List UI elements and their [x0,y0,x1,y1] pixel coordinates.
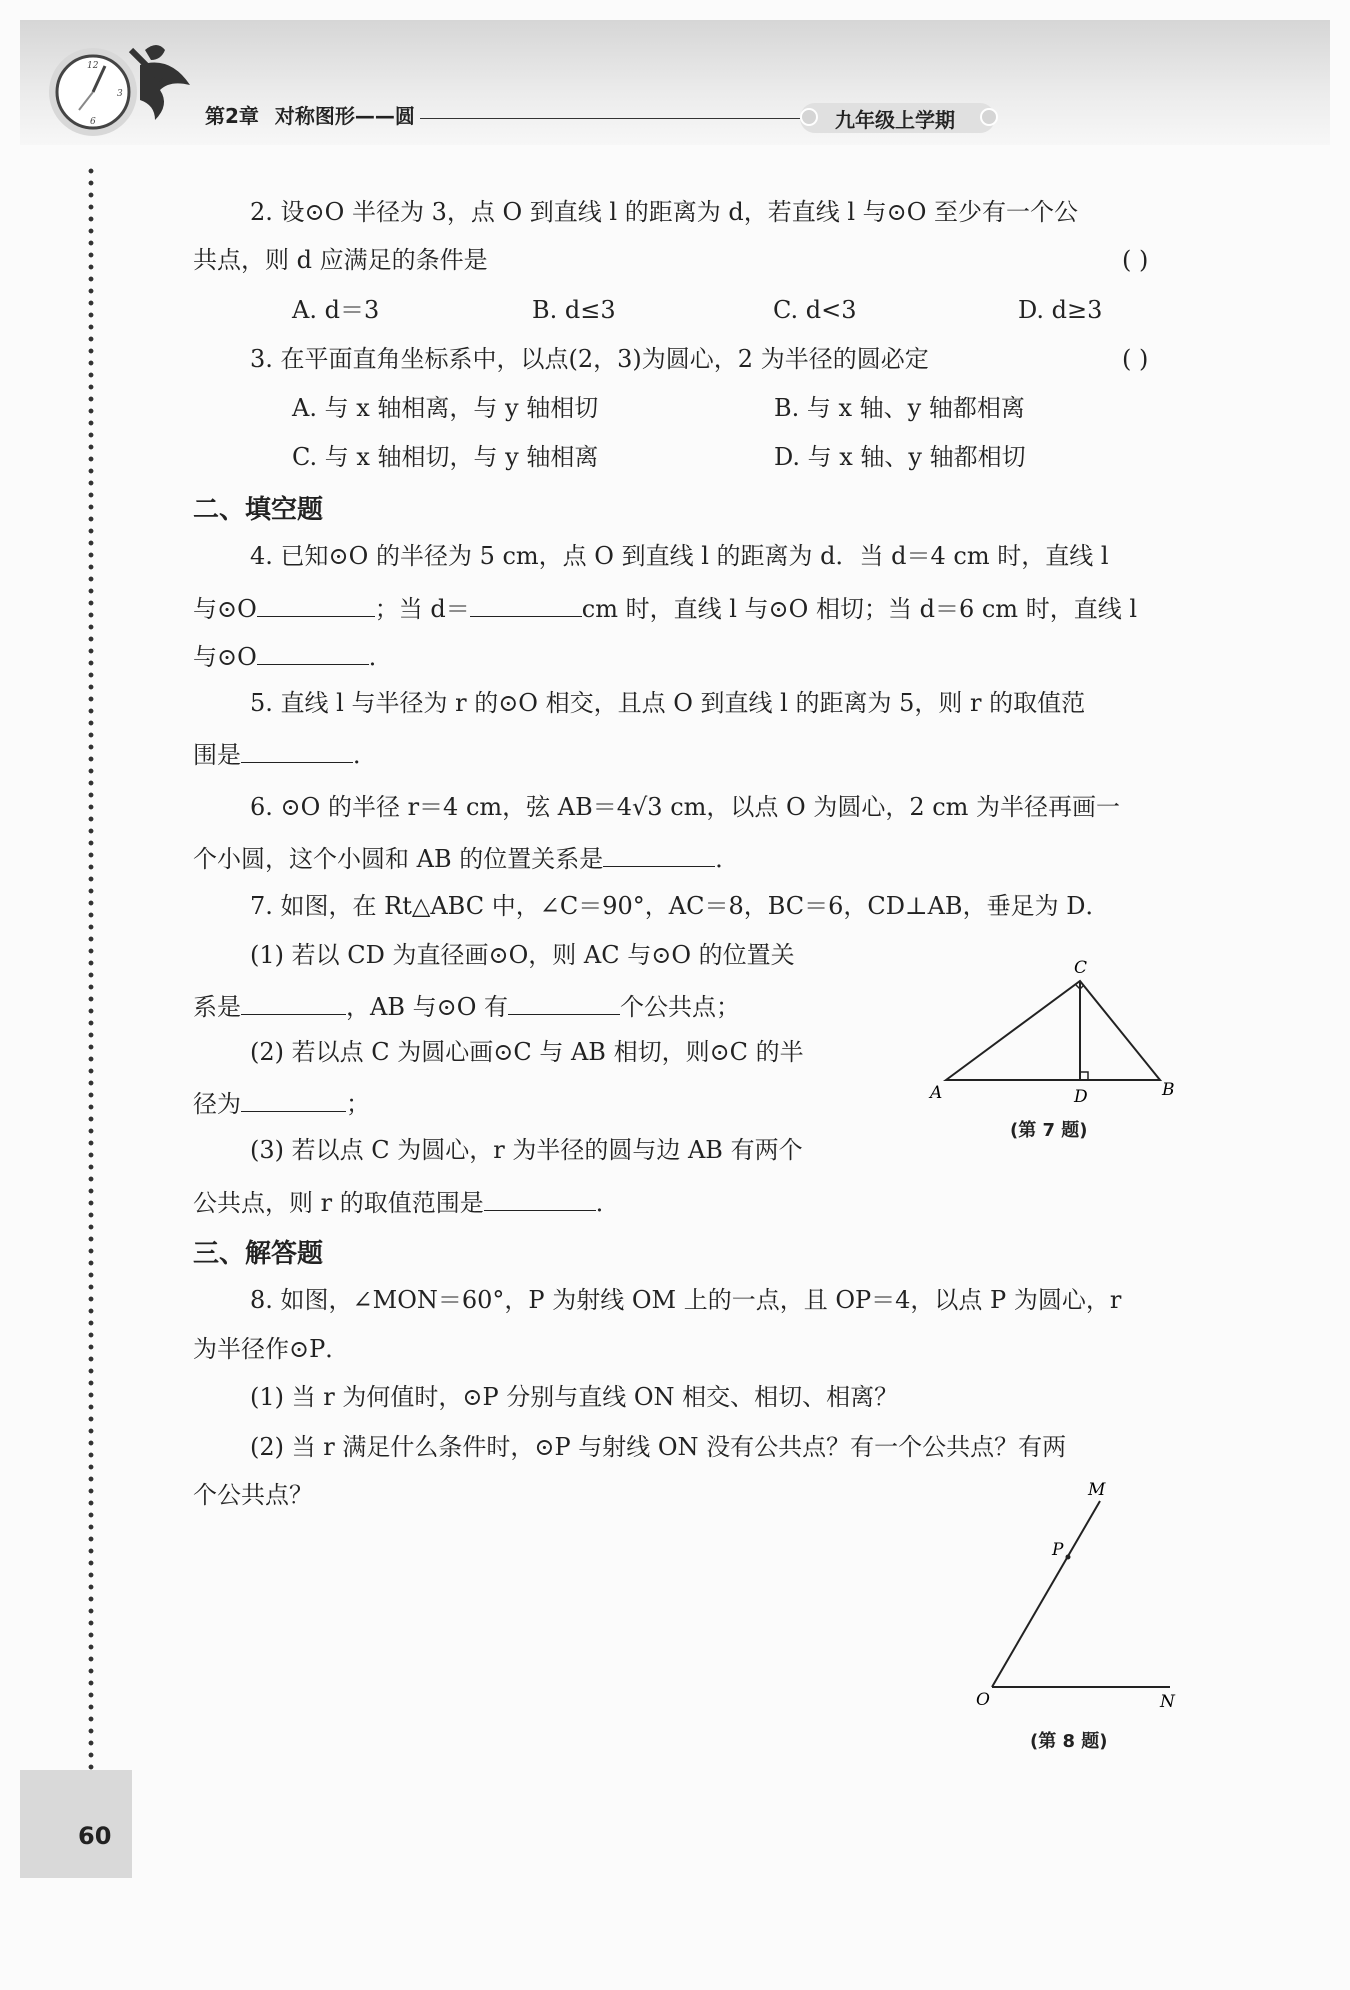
q7-text: ． [595,1189,620,1217]
q4-line2 [193,590,1137,625]
q2-option-d: D. d≥3 [1018,296,1103,324]
q7-text: 个公共点； [620,993,741,1021]
q7-text: ，AB 与⊙O 有 [346,993,509,1021]
label-m: M [1088,1480,1106,1500]
q5-blank [241,736,353,763]
q8-part2-line1: (2) 当 r 满足什么条件时，⊙P 与射线 ON 没有公共点？有一个公共点？有两 [250,1433,1067,1461]
q2-answer-paren: ( ) [1122,246,1149,274]
q4-blank-1 [257,590,375,617]
q4-text: ；当 d＝ [374,595,470,623]
label-b: B [1162,1080,1175,1100]
q4-blank-3 [257,638,369,665]
q3-option-b: B. 与 x 轴、y 轴都相离 [774,394,1025,422]
section-fill-heading: 二、填空题 [193,495,324,525]
decor-dot-icon [800,108,818,126]
q8-part2-line2: 个公共点？ [193,1481,313,1509]
q6-text: ． [715,845,740,873]
q6-line2 [193,840,739,875]
chapter-number: 第2章 [205,104,259,128]
q7-part2-line2 [193,1085,370,1120]
figure-7-caption: (第 7 题) [1010,1120,1088,1141]
q8-part1: (1) 当 r 为何值时，⊙P 分别与直线 ON 相交、相切、相离？ [250,1383,899,1411]
q4-blank-2 [470,590,582,617]
q4-text: 与⊙O [193,643,257,671]
chapter-heading [205,100,415,129]
figure-8-angle [960,1475,1180,1715]
q7-blank-4 [484,1184,596,1211]
page-number: 60 [78,1822,112,1850]
margin-dotted-line [88,165,94,1770]
label-c: C [1074,958,1088,978]
q5-text: ． [353,741,377,769]
q7-part3-line2 [193,1184,620,1219]
compass-logo-icon [35,10,205,127]
figure-7-triangle [920,955,1180,1115]
section-solve-heading: 三、解答题 [193,1239,324,1269]
q4-text: cm 时，直线 l 与⊙O 相切；当 d＝6 cm 时，直线 l [581,595,1137,623]
label-o: O [976,1690,990,1710]
figure-8-caption: (第 8 题) [1030,1731,1108,1752]
page-number-box [20,1770,132,1878]
q4-line1: 4. 已知⊙O 的半径为 5 cm，点 O 到直线 l 的距离为 d．当 d＝4 cm 时，直线 l [250,542,1109,570]
q6-blank [603,840,715,867]
q7-blank-3 [241,1085,346,1112]
q7-blank-1 [241,988,346,1015]
q3-line1: 3. 在平面直角坐标系中，以点(2，3)为圆心，2 为半径的圆必定 [250,345,929,373]
label-a: A [930,1083,943,1103]
q3-option-d: D. 与 x 轴、y 轴都相切 [774,443,1026,471]
q4-text: 与⊙O [193,595,257,623]
right-angle-mark-d [1080,1072,1088,1080]
q7-part1-line1: (1) 若以 CD 为直径画⊙O，则 AC 与⊙O 的位置关 [250,941,795,969]
q6-line1: 6. ⊙O 的半径 r＝4 cm，弦 AB＝4√3 cm，以点 O 为圆心，2 cm 为半径再画一 [250,793,1121,821]
svg-text:3: 3 [117,89,123,99]
q3-answer-paren: ( ) [1122,345,1149,373]
q7-text: 公共点，则 r 的取值范围是 [193,1189,484,1217]
q7-part2-line1: (2) 若以点 C 为圆心画⊙C 与 AB 相切，则⊙C 的半 [250,1038,804,1066]
decor-dot-icon [980,108,998,126]
q5-text: 围是 [193,741,241,769]
q8-line2: 为半径作⊙P． [193,1335,350,1363]
q7-text: ； [346,1090,370,1118]
q4-line3 [193,638,393,673]
q7-line1: 7. 如图，在 Rt△ABC 中，∠C＝90°，AC＝8，BC＝6，CD⊥AB，垂足为 D． [250,892,1110,920]
q7-part3-line1: (3) 若以点 C 为圆心，r 为半径的圆与边 AB 有两个 [250,1136,803,1164]
grade-label: 九年级上学期 [835,108,955,132]
q7-text: 径为 [193,1090,241,1118]
svg-text:12: 12 [87,61,99,71]
triangle-abc [946,981,1160,1080]
q7-part1-line2 [193,988,740,1023]
q5-line1: 5. 直线 l 与半径为 r 的⊙O 相交，且点 O 到直线 l 的距离为 5，则 r 的取值范 [250,689,1086,717]
q3-option-c: C. 与 x 轴相切，与 y 轴相离 [292,443,599,471]
q2-option-b: B. d≤3 [532,296,616,324]
q2-option-c: C. d<3 [773,296,857,324]
ray-om [992,1501,1100,1687]
q2-option-a: A. d＝3 [292,296,380,324]
q8-line1: 8. 如图，∠MON＝60°，P 为射线 OM 上的一点，且 OP＝4，以点 P 为圆心，r [250,1286,1122,1314]
svg-text:6: 6 [90,117,96,127]
label-d: D [1074,1087,1088,1107]
header-rule [420,118,800,119]
q4-text: ． [368,643,393,671]
q2-line1: 2. 设⊙O 半径为 3，点 O 到直线 l 的距离为 d，若直线 l 与⊙O 至少有一个公 [250,198,1079,226]
chapter-title: 对称图形——圆 [274,104,415,128]
label-n: N [1160,1692,1175,1712]
q7-text: 系是 [193,993,241,1021]
q3-option-a: A. 与 x 轴相离，与 y 轴相切 [292,394,599,422]
q5-line2 [193,736,377,771]
q7-blank-2 [508,988,620,1015]
point-p [1066,1555,1071,1560]
q6-text: 个小圆，这个小圆和 AB 的位置关系是 [193,845,604,873]
label-p: P [1052,1540,1064,1560]
q2-line2: 共点，则 d 应满足的条件是 [193,246,488,274]
